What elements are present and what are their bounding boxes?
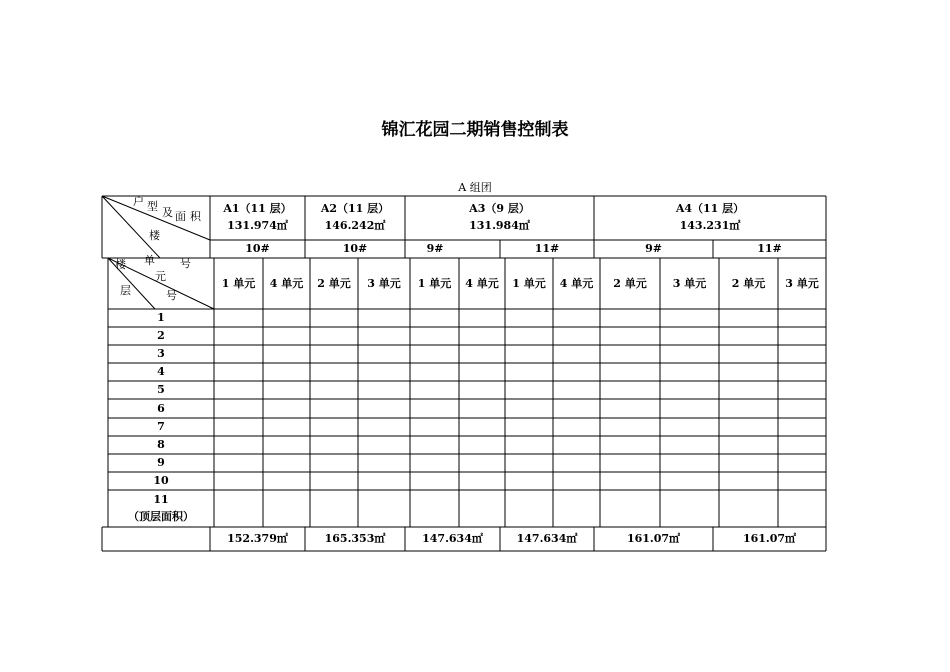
floor-number: 4 — [157, 365, 165, 378]
unit-type-area: 131.984㎡ — [469, 219, 530, 232]
top-floor-area: 152.379㎡ — [227, 532, 288, 545]
building-number: 9# — [645, 242, 662, 255]
unit-header: 1 单元 — [221, 277, 256, 290]
floor-number: 9 — [157, 456, 165, 469]
unit-type-name: A2（11 层） — [320, 202, 390, 215]
unit-header: 2 单元 — [613, 277, 647, 290]
corner-label-mian: 面 — [175, 210, 186, 223]
unit-header: 4 单元 — [269, 277, 304, 290]
corner-label-xing: 型 — [147, 200, 158, 213]
unit-type-area: 131.974㎡ — [227, 219, 288, 232]
floor-number: 1 — [157, 311, 165, 324]
building-number: 10# — [342, 242, 368, 255]
corner-label-ji2: 积 — [190, 210, 201, 223]
unit-header: 2 单元 — [317, 277, 351, 290]
unit-header: 2 单元 — [731, 277, 766, 290]
top-floor-area: 161.07㎡ — [626, 532, 681, 545]
unit-header: 1 单元 — [417, 277, 452, 290]
corner-label-hao: 号 — [180, 257, 191, 270]
top-floor-area: 165.353㎡ — [324, 532, 386, 545]
building-number: 11# — [757, 242, 782, 255]
top-floor-area: 147.634㎡ — [516, 532, 578, 545]
corner-label-dan: 单 — [144, 254, 155, 267]
unit-header: 1 单元 — [512, 277, 546, 290]
building-number: 9# — [426, 242, 444, 255]
building-number: 10# — [245, 242, 270, 255]
page-title: 锦汇花园二期销售控制表 — [381, 120, 569, 140]
unit-type-area: 143.231㎡ — [679, 219, 741, 232]
floor-number: 7 — [157, 420, 165, 433]
unit-type-name: A3（9 层） — [469, 202, 530, 215]
unit-header: 4 单元 — [465, 277, 499, 290]
group-label: A 组团 — [458, 181, 492, 194]
top-floor-area: 147.634㎡ — [422, 532, 483, 545]
unit-header: 4 单元 — [559, 277, 594, 290]
floor-number: 3 — [157, 347, 165, 360]
corner-label-hao2: 号 — [166, 289, 177, 302]
floor-number: 8 — [157, 438, 165, 451]
unit-header: 3 单元 — [672, 277, 707, 290]
corner-label-yuan: 元 — [155, 270, 166, 283]
floor-number: 10 — [153, 474, 169, 487]
unit-header: 3 单元 — [785, 277, 819, 290]
floor-number: 11 — [153, 493, 169, 506]
building-number: 11# — [534, 242, 560, 255]
unit-type-name: A1（11 层） — [223, 202, 292, 215]
top-floor-label: （顶层面积） — [128, 510, 194, 523]
unit-header: 3 单元 — [367, 277, 401, 290]
corner-label-hu: 户 — [133, 195, 144, 208]
floor-number: 6 — [157, 402, 165, 415]
floor-number: 5 — [157, 383, 165, 396]
corner-label-ceng: 层 — [120, 284, 131, 297]
corner-label-lou2: 楼 — [115, 258, 126, 271]
corner-label-ji: 及 — [162, 206, 173, 219]
unit-type-name: A4（11 层） — [675, 202, 745, 215]
top-floor-area: 161.07㎡ — [742, 532, 797, 545]
floor-number: 2 — [157, 329, 165, 342]
corner-label-lou: 楼 — [149, 229, 160, 242]
unit-type-area: 146.242㎡ — [324, 219, 386, 232]
